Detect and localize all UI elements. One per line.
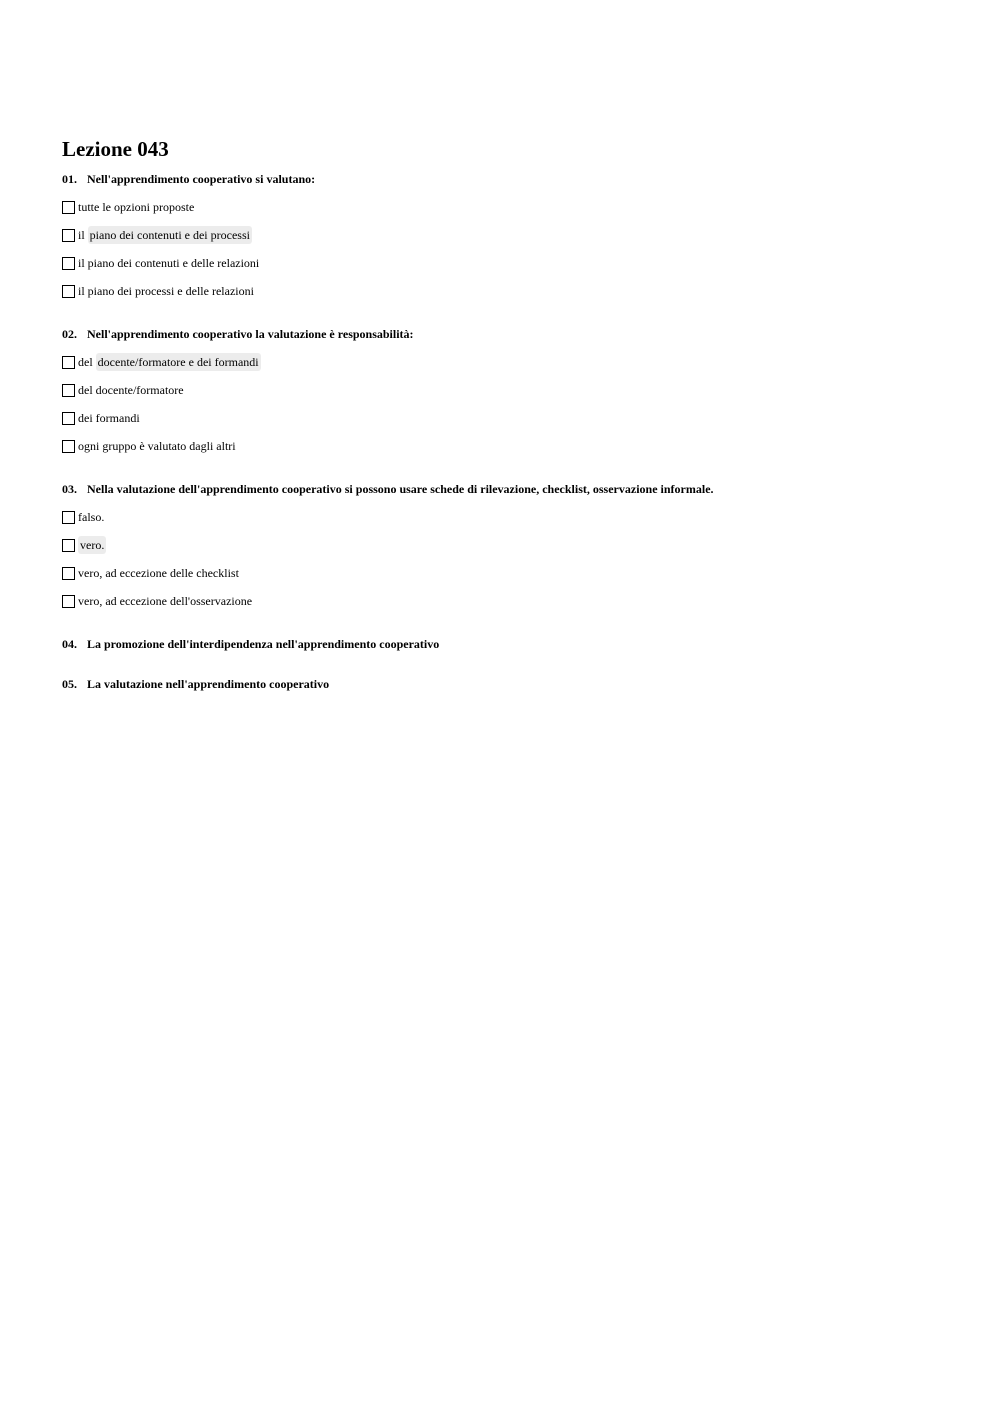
answer-option[interactable] xyxy=(62,221,962,249)
answer-options xyxy=(62,348,962,460)
document-page xyxy=(62,136,962,692)
answer-label: vero, ad eccezione dell'osservazione xyxy=(78,594,253,608)
checkbox[interactable] xyxy=(62,285,75,298)
question-number: 01. xyxy=(62,172,77,186)
answer-label xyxy=(78,537,106,553)
question-01 xyxy=(62,171,962,305)
answer-option[interactable] xyxy=(62,376,962,404)
checkbox[interactable] xyxy=(62,229,75,242)
question-05 xyxy=(62,676,962,692)
checkbox[interactable] xyxy=(62,201,75,214)
answer-option[interactable] xyxy=(62,587,962,615)
question-heading xyxy=(62,171,962,187)
question-text: Nell'apprendimento cooperativo la valutazione è responsabilità: xyxy=(87,327,414,341)
answer-option[interactable] xyxy=(62,559,962,587)
checkbox[interactable] xyxy=(62,511,75,524)
answer-label: del docente/formatore e dei formandi xyxy=(78,355,259,369)
answer-option[interactable] xyxy=(62,193,962,221)
checkbox[interactable] xyxy=(62,539,75,552)
question-02 xyxy=(62,326,962,460)
question-heading xyxy=(62,481,962,497)
answer-label: il piano dei contenuti e dei processi xyxy=(78,228,250,242)
answer-option[interactable] xyxy=(62,277,962,305)
answer-label: vero, ad eccezione delle checklist xyxy=(78,566,239,580)
answer-label: ogni gruppo è valutato dagli altri xyxy=(78,439,236,453)
checkbox[interactable] xyxy=(62,440,75,453)
answer-label: il piano dei processi e delle relazioni xyxy=(78,284,254,298)
highlighted-answer: vero. xyxy=(80,538,105,552)
highlighted-answer: piano dei contenuti e dei processi xyxy=(89,228,250,242)
answer-option[interactable] xyxy=(62,503,962,531)
checkbox[interactable] xyxy=(62,412,75,425)
lesson-title: Lezione 043 xyxy=(62,137,169,161)
answer-label: del docente/formatore xyxy=(78,383,184,397)
checkbox[interactable] xyxy=(62,567,75,580)
highlighted-answer: docente/formatore e dei formandi xyxy=(97,355,259,369)
question-text: La valutazione nell'apprendimento cooperativo xyxy=(87,677,330,691)
answer-option[interactable] xyxy=(62,432,962,460)
question-heading xyxy=(62,636,962,652)
answer-option[interactable] xyxy=(62,404,962,432)
checkbox[interactable] xyxy=(62,595,75,608)
question-text: Nell'apprendimento cooperativo si valutano: xyxy=(87,172,316,186)
answer-option[interactable] xyxy=(62,531,962,559)
answer-label: falso. xyxy=(78,510,105,524)
question-04 xyxy=(62,636,962,652)
question-number: 02. xyxy=(62,327,77,341)
question-heading xyxy=(62,326,962,342)
answer-label: tutte le opzioni proposte xyxy=(78,200,195,214)
question-text: La promozione dell'interdipendenza nell'apprendimento cooperativo xyxy=(87,637,440,651)
question-number: 05. xyxy=(62,677,77,691)
question-text: Nella valutazione dell'apprendimento cooperativo si possono usare schede di rilevazione, checklist, osservazione informale. xyxy=(87,482,714,496)
question-number: 04. xyxy=(62,637,77,651)
answer-option[interactable] xyxy=(62,348,962,376)
answer-option[interactable] xyxy=(62,249,962,277)
answer-options xyxy=(62,503,962,615)
answer-label: il piano dei contenuti e delle relazioni xyxy=(78,256,260,270)
question-number: 03. xyxy=(62,482,77,496)
question-heading xyxy=(62,676,962,692)
checkbox[interactable] xyxy=(62,384,75,397)
answer-options xyxy=(62,193,962,305)
question-03 xyxy=(62,481,962,615)
checkbox[interactable] xyxy=(62,257,75,270)
answer-label: dei formandi xyxy=(78,411,140,425)
checkbox[interactable] xyxy=(62,356,75,369)
